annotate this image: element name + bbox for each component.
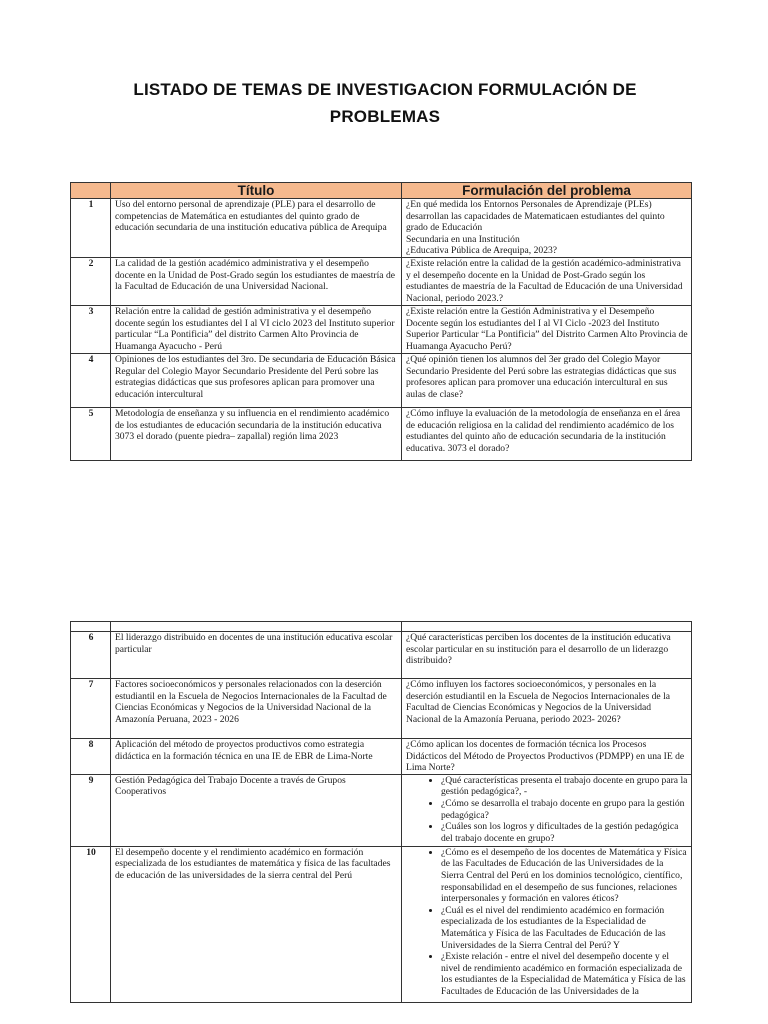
table-row [71, 739, 692, 775]
problema-line: ¿Educativa Pública de Arequipa, 2023? [406, 245, 558, 257]
problema-line: Secundaria en una Institución [406, 233, 520, 245]
row-number: 4 [71, 354, 111, 408]
table-row [71, 306, 692, 354]
row-problema: ¿Existe relación entre la calidad de la gestión académico-administrativa y el desempeño docente en la Unidad de Post-Grado según los estudiantes de maestría de la Facultad de Educación de una Universidad Nacional, periodo 2023.? [402, 258, 692, 306]
row-number: 2 [71, 258, 111, 306]
row-number: 1 [71, 199, 111, 258]
topics-table-page-1 [70, 182, 692, 461]
row-problema: ¿Existe relación entre la Gestión Administrativa y el Desempeño Docente según los estudiantes del I al VI Ciclo -2023 del Instituto Superior Particular “La Pontificia” del Distrito Carmen Alto Provincia de Huamanga Ayacucho Perú? [402, 306, 692, 354]
table-row [71, 354, 692, 408]
problema-item: • ¿Cómo es el desempeño de los docentes de Matemática y Física de las Facultades de Educación de las Universidades de la Sierra Central del Perú en los dominios tecnológico, científico, responsabilidad en el desempeño de sus funciones, relaciones interpersonales y formación en valores éticos? [441, 847, 688, 905]
table-row [71, 632, 692, 679]
topics-table-page-2 [70, 621, 692, 1003]
table-row [71, 679, 692, 739]
table-header-row [71, 183, 692, 199]
problema-list [406, 775, 688, 845]
document-title: LISTADO DE TEMAS DE INVESTIGACION FORMULACIÓN DE PROBLEMAS [133, 80, 637, 126]
row-titulo: La calidad de la gestión académico administrativa y el desempeño docente en la Unidad de Post-Grado según los estudiantes de maestría de la Facultad de Educación de una Universidad Nacional. [111, 258, 402, 306]
row-problema: ¿Qué opinión tienen los alumnos del 3er grado del Colegio Mayor Secundario Presidente del Perú sobre las estrategias didácticas que sus profesores aplican para promover una educación intercultural en sus aulas de clase? [402, 354, 692, 408]
table-row [71, 199, 692, 258]
table-row [71, 846, 692, 1002]
row-titulo: El desempeño docente y el rendimiento académico en formación especializada de los estudiantes de matemática y física de las facultades de educación de las universidades de la sierra central del Perú [111, 846, 402, 1002]
problema-item: • ¿Cómo se desarrolla el trabajo docente en grupo para la gestión pedagógica? [441, 798, 688, 821]
row-number: 7 [71, 679, 111, 739]
row-problema [402, 774, 692, 846]
row-problema: ¿Qué características perciben los docentes de la institución educativa escolar particular en su institución para el desarrollo de un liderazgo distribuido? [402, 632, 692, 679]
problema-list [406, 847, 688, 998]
problema-item: • ¿Qué características presenta el trabajo docente en grupo para la gestión pedagógica?, - [441, 775, 688, 798]
row-number: 6 [71, 632, 111, 679]
header-titulo: Título [111, 183, 402, 199]
row-titulo: Uso del entorno personal de aprendizaje (PLE) para el desarrollo de competencias de Matemática en estudiantes del quinto grado de educación secundaria de una institución educativa pública de Arequipa [111, 199, 402, 258]
row-number: 3 [71, 306, 111, 354]
row-number: 8 [71, 739, 111, 775]
row-number: 9 [71, 774, 111, 846]
row-problema: ¿Cómo influyen los factores socioeconómicos, y personales en la deserción estudiantil en la Escuela de Negocios Internacionales de la Facultad de Ciencias Económicas y Negocios de la Universidad Nacional de la Amazonía Peruana, periodo 2023- 2026? [402, 679, 692, 739]
table-row [71, 258, 692, 306]
row-titulo: El liderazgo distribuido en docentes de una institución educativa escolar particular [111, 632, 402, 679]
problema-item: • ¿Cuáles son los logros y dificultades de la gestión pedagógica del trabajo docente en grupo? [441, 821, 688, 844]
row-titulo: Factores socioeconómicos y personales relacionados con la deserción estudiantil en la Escuela de Negocios Internacionales de la Facultad de Ciencias Económicas y Negocios de la Universidad Nacional de la Amazonía Peruana, 2023 - 2026 [111, 679, 402, 739]
row-titulo: Metodología de enseñanza y su influencia en el rendimiento académico de los estudiantes de educación secundaria de la institución educativa 3073 el dorado (puente piedra– zapallal) región lima 2023 [111, 408, 402, 461]
table-row [71, 774, 692, 846]
row-titulo: Relación entre la calidad de gestión administrativa y el desempeño docente según los estudiantes del I al VI ciclo 2023 del Instituto superior particular “La Pontificia” del distrito Carmen Alto Provincia de Huamanga Ayacucho - Perú [111, 306, 402, 354]
row-problema: ¿Cómo aplican los docentes de formación técnica los Procesos Didácticos del Método de Proyectos Productivos (PDMPP) en una IE de Lima Norte? [402, 739, 692, 775]
header-number [71, 183, 111, 199]
row-problema [402, 846, 692, 1002]
row-titulo: Aplicación del método de proyectos productivos como estrategia didáctica en la formación técnica en una IE de EBR de Lima-Norte [111, 739, 402, 775]
row-problema: ¿Cómo influye la evaluación de la metodología de enseñanza en el área de educación religiosa en la calidad del rendimiento académico de los estudiantes del quinto año de educación secundaria de la institución educativa. 3073 el dorado? [402, 408, 692, 461]
row-problema [402, 199, 692, 258]
table-spacer-row [71, 622, 692, 632]
problema-line: ¿En qué medida los Entornos Personales de Aprendizaje (PLEs) desarrollan las capacidades de Matematicaen estudiantes del quinto grado de Educación [406, 199, 665, 234]
row-titulo: Gestión Pedagógica del Trabajo Docente a través de Grupos Cooperativos [111, 774, 402, 846]
header-problema: Formulación del problema [402, 183, 692, 199]
row-titulo: Opiniones de los estudiantes del 3ro. De secundaria de Educación Básica Regular del Colegio Mayor Secundario Presidente del Perú sobre las estrategias didácticas que sus profesores aplican para promover una educación intercultural [111, 354, 402, 408]
row-number: 5 [71, 408, 111, 461]
problema-item: • ¿Existe relación - entre el nivel del desempeño docente y el nivel de rendimiento académico en formación especializada de los estudiantes de la Especialidad de Matemática y Física de las Facultades de Educación de las Universidades de la [441, 951, 688, 997]
table-row [71, 408, 692, 461]
row-number: 10 [71, 846, 111, 1002]
problema-item: • ¿Cuál es el nivel del rendimiento académico en formación especializada de los estudiantes de la Especialidad de Matemática y Física de las Facultades de Educación de las Universidades de la Sierra Central del Perú? Y [441, 905, 688, 951]
